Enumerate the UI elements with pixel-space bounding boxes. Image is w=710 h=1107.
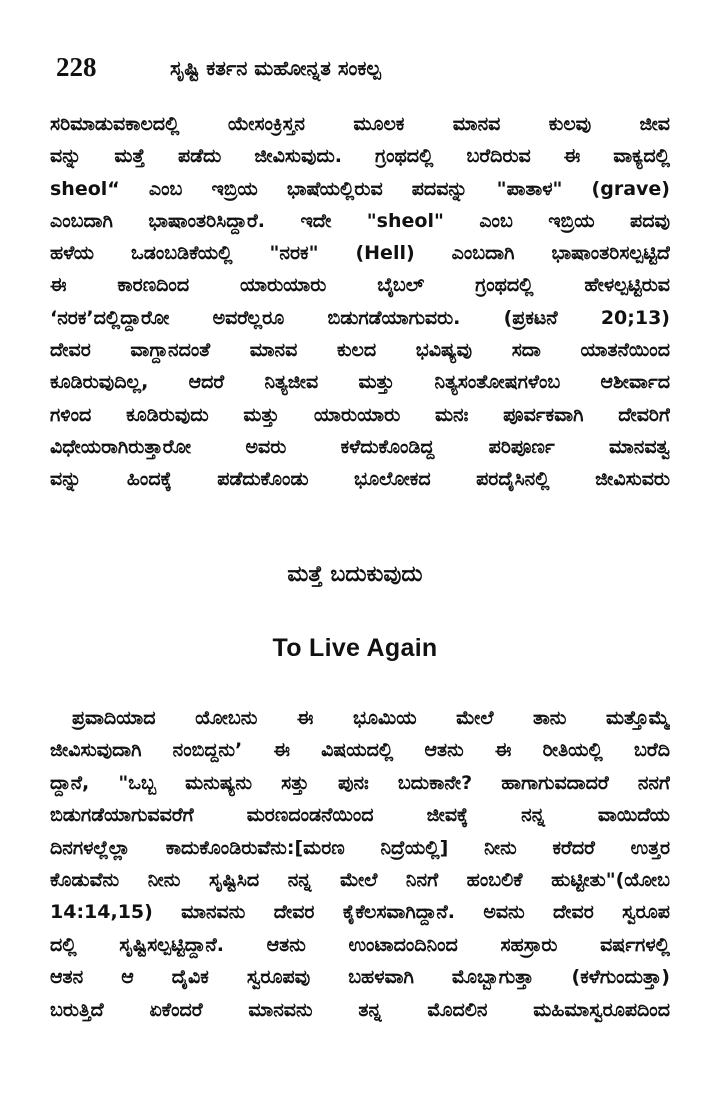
text-line: ಎಂಬದಾಗಿ ಭಾಷಾಂತರಿಸಿದ್ದಾರೆ. ಇದೇ "sheol" ಎಂಬ ಇಬ್ರಿಯ ಪದವು bbox=[50, 209, 670, 232]
page-header bbox=[50, 50, 670, 90]
text-line: 14:14,15) ಮಾನವನು ದೇವರ ಕೈಕೆಲಸವಾಗಿದ್ದಾನೆ. ಅವನು ದೇವರ ಸ್ವರೂಪ bbox=[50, 901, 670, 924]
text-line: ಪ್ರವಾದಿಯಾದ ಯೋಬನು ಈ ಭೂಮಿಯ ಮೇಲೆ ತಾನು ಮತ್ತೊಮ್ಮೆ bbox=[72, 707, 670, 729]
text-line: ವನ್ನು ಹಿಂದಕ್ಕೆ ಪಡೆದುಕೊಂಡು ಭೂಲೋಕದ ಪರದೈಸಿನಲ್ಲಿ ಜೀವಿಸುವರು bbox=[50, 468, 670, 491]
text-line: ಈ ಕಾರಣದಿಂದ ಯಾರುಯಾರು ಬೈಬಲ್ ಗ್ರಂಥದಲ್ಲಿ ಹೇಳಲ್ಪಟ್ಟಿರುವ bbox=[50, 274, 670, 297]
section-title: To Live Again bbox=[272, 634, 438, 662]
paragraph-1 bbox=[50, 108, 670, 496]
text-line: ಗಳಿಂದ ಕೂಡಿರುವುದು ಮತ್ತು ಯಾರುಯಾರು ಮನಃ ಪೂರ್ವಕವಾಗಿ ದೇವರಿಗೆ bbox=[50, 403, 670, 426]
running-head: ಸೃಷ್ಟಿ ಕರ್ತನ ಮಹೋನ್ನತ ಸಂಕಲ್ಪ bbox=[170, 56, 381, 80]
text-line: ದಿನಗಳಲ್ಲೆಲ್ಲಾ ಕಾದುಕೊಂಡಿರುವೆನು:[ಮರಣ ನಿದ್ರೆಯಲ್ಲಿ] ನೀನು ಕರೆದರೆ ಉತ್ತರ bbox=[50, 836, 670, 859]
text-line: ದ್ದಾನೆ, "ಒಬ್ಬ ಮನುಷ್ಯನು ಸತ್ತು ಪುನಃ ಬದುಕಾನೇ? ಹಾಗಾಗುವದಾದರೆ ನನಗೆ bbox=[50, 771, 670, 794]
text-line: ಸರಿಮಾಡುವಕಾಲದಲ್ಲಿ ಯೇಸಂಕ್ರಿಸ್ತನ ಮೂಲಕ ಮಾನವ ಕುಲವು ಜೀವ bbox=[50, 113, 670, 135]
text-line: ಆತನ ಆ ದೈವಿಕ ಸ್ವರೂಪವು ಬಹಳವಾಗಿ ಮೊಬ್ಬಾಗುತ್ತಾ (ಕಳೆಗುಂದುತ್ತಾ) bbox=[50, 966, 670, 989]
section-subtitle: ಮತ್ತೆ ಬದುಕುವುದು bbox=[287, 562, 423, 587]
paragraph-2 bbox=[50, 702, 670, 1026]
text-line: ಹಳೆಯ ಒಡಂಬಡಿಕೆಯಲ್ಲಿ "ನರಕ" (Hell) ಎಂಬದಾಗಿ ಭಾಷಾಂತರಿಸಲ್ಪಟ್ಟಿದೆ bbox=[50, 242, 670, 265]
text-line: ಬರುತ್ತಿದೆ ಏಕೆಂದರೆ ಮಾನವನು ತನ್ನ ಮೊದಲಿನ ಮಹಿಮಾಸ್ವರೂಪದಿಂದ bbox=[50, 998, 670, 1021]
text-line: ವಿಧೇಯರಾಗಿರುತ್ತಾರೋ ಅವರು ಕಳೆದುಕೊಂಡಿದ್ದ ಪರಿಪೂರ್ಣ ಮಾನವತ್ವ bbox=[50, 435, 670, 458]
text-line: ‘ನರಕ’ದಲ್ಲಿದ್ದಾರೋ ಅವರೆಲ್ಲರೂ ಬಿಡುಗಡೆಯಾಗುವರು. (ಪ್ರಕಟನೆ 20;13) bbox=[50, 306, 670, 329]
text-line: ವನ್ನು ಮತ್ತೆ ಪಡೆದು ಜೀವಿಸುವುದು. ಗ್ರಂಥದಲ್ಲಿ ಬರೆದಿರುವ ಈ ವಾಕ್ಯದಲ್ಲಿ bbox=[50, 145, 670, 168]
text-line: ಜೀವಿಸುವುದಾಗಿ ನಂಬಿದ್ದನು’ ಈ ವಿಷಯದಲ್ಲಿ ಆತನು ಈ ರೀತಿಯಲ್ಲಿ ಬರೆದಿ bbox=[50, 739, 670, 762]
text-line: ಬಿಡುಗಡೆಯಾಗುವವರೆಗೆ ಮರಣದಂಡನೆಯಿಂದ ಜೀವಕ್ಕೆ ನನ್ನ ವಾಯಿದೆಯ bbox=[50, 804, 670, 827]
text-line: ಕೊಡುವೆನು ನೀನು ಸೃಷ್ಟಿಸಿದ ನನ್ನ ಮೇಲೆ ನಿನಗೆ ಹಂಬಲಿಕೆ ಹುಟ್ಟೀತು"(ಯೋಬ bbox=[50, 868, 670, 891]
text-line: ದಲ್ಲಿ ಸೃಷ್ಟಿಸಲ್ಪಟ್ಟಿದ್ದಾನೆ. ಆತನು ಉಂಟಾದಂದಿನಿಂದ ಸಹಸ್ರಾರು ವರ್ಷಗಳಲ್ಲಿ bbox=[50, 933, 670, 956]
page-number: 228 bbox=[56, 52, 97, 82]
text-line: ಕೂಡಿರುವುದಿಲ್ಲ, ಆದರೆ ನಿತ್ಯಜೀವ ಮತ್ತು ನಿತ್ಯಸಂತೋಷಗಳೆಂಬ ಆಶೀರ್ವಾದ bbox=[50, 371, 670, 394]
text-line: ದೇವರ ವಾಗ್ದಾನದಂತೆ ಮಾನವ ಕುಲದ ಭವಿಷ್ಯವು ಸದಾ ಯಾತನೆಯಿಂದ bbox=[50, 339, 670, 362]
text-line: sheol“ ಎಂಬ ಇಬ್ರಿಯ ಭಾಷೆಯಲ್ಲಿರುವ ಪದವನ್ನು "ಪಾತಾಳ" (grave) bbox=[50, 177, 670, 200]
